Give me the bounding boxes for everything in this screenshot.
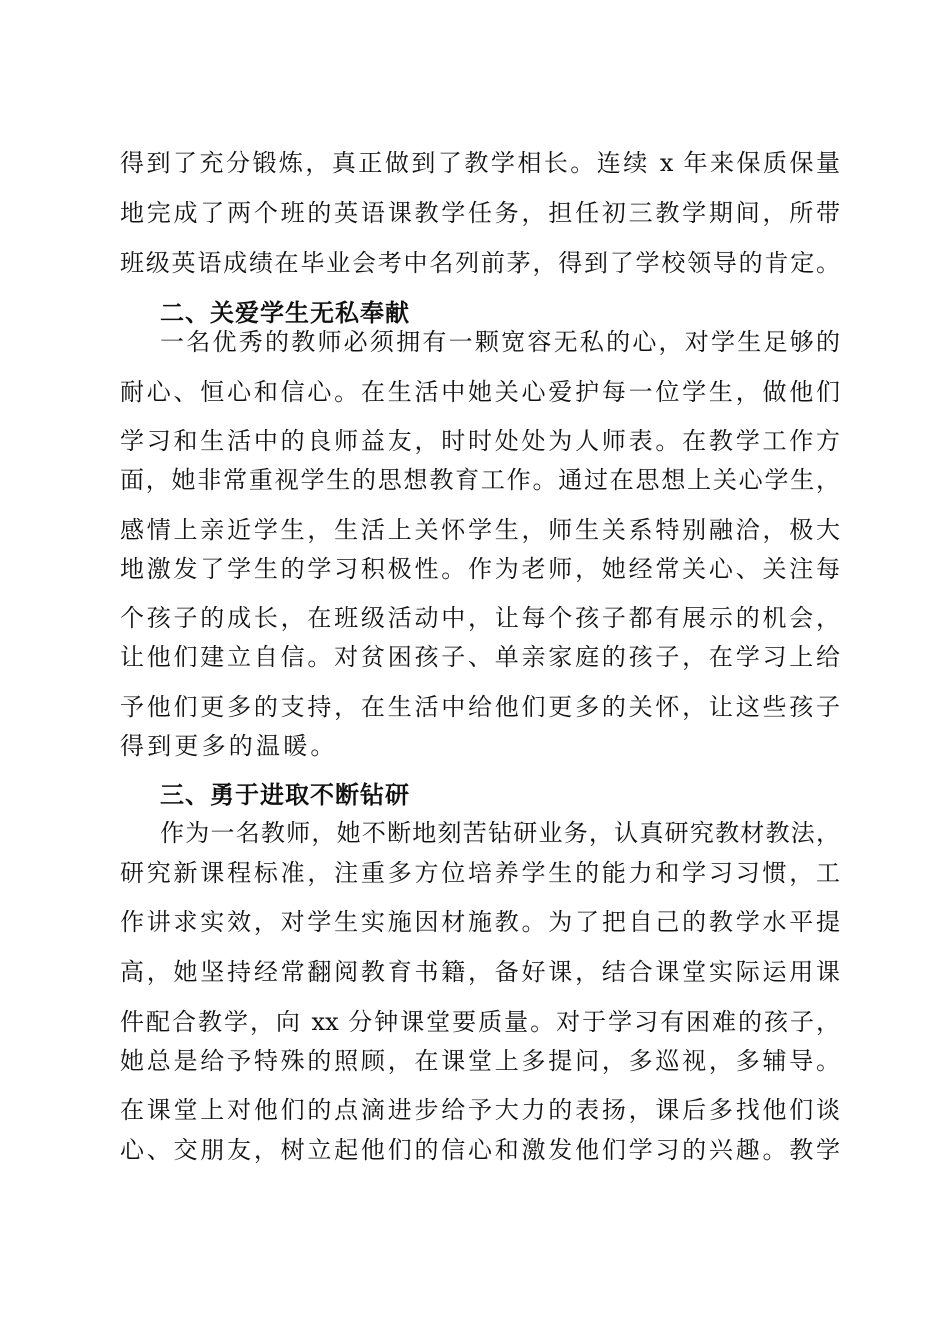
section-heading: 二、关爱学生无私奉献: [160, 299, 410, 327]
paragraph-line: 得到了充分锻炼，真正做到了教学相长。连续 x 年来保质保量: [120, 149, 840, 177]
paragraph-line: 作讲求实效，对学生实施因材施教。为了把自己的教学水平提: [120, 908, 840, 936]
paragraph-line: 研究新课程标准，注重多方位培养学生的能力和学习习惯，工: [120, 859, 840, 887]
section-heading: 三、勇于进取不断钻研: [160, 781, 410, 809]
paragraph-line: 高，她坚持经常翻阅教育书籍，备好课，结合课堂实际运用课: [120, 958, 840, 986]
paragraph-line: 班级英语成绩在毕业会考中名列前茅，得到了学校领导的肯定。: [120, 249, 840, 277]
paragraph-line: 她总是给予特殊的照顾，在课堂上多提问，多巡视，多辅导。: [120, 1047, 840, 1075]
paragraph-line: 心、交朋友，树立起他们的信心和激发他们学习的兴趣。教学: [120, 1136, 840, 1164]
paragraph-line: 件配合教学，向 xx 分钟课堂要质量。对于学习有困难的孩子，: [120, 1008, 840, 1036]
paragraph-line: 耐心、恒心和信心。在生活中她关心爱护每一位学生，做他们: [120, 378, 840, 406]
paragraph-line: 面，她非常重视学生的思想教育工作。通过在思想上关心学生，: [120, 466, 840, 494]
paragraph-line: 个孩子的成长，在班级活动中，让每个孩子都有展示的机会，: [120, 604, 840, 632]
paragraph-line: 地激发了学生的学习积极性。作为老师，她经常关心、关注每: [120, 555, 840, 583]
paragraph-line: 学习和生活中的良师益友，时时处处为人师表。在教学工作方: [120, 427, 840, 455]
paragraph-line: 予他们更多的支持，在生活中给他们更多的关怀，让这些孩子: [120, 693, 840, 721]
paragraph-line: 得到更多的温暖。: [120, 732, 338, 760]
paragraph-line: 感情上亲近学生，生活上关怀学生，师生关系特别融洽，极大: [120, 516, 840, 544]
paragraph-line: 让他们建立自信。对贫困孩子、单亲家庭的孩子，在学习上给: [120, 643, 840, 671]
paragraph-line: 作为一名教师，她不断地刻苦钻研业务，认真研究教材教法，: [160, 819, 840, 847]
paragraph-line: 在课堂上对他们的点滴进步给予大力的表扬，课后多找他们谈: [120, 1096, 840, 1124]
paragraph-line: 地完成了两个班的英语课教学任务，担任初三教学期间，所带: [120, 199, 840, 227]
paragraph-line: 一名优秀的教师必须拥有一颗宽容无私的心，对学生足够的: [160, 328, 840, 356]
